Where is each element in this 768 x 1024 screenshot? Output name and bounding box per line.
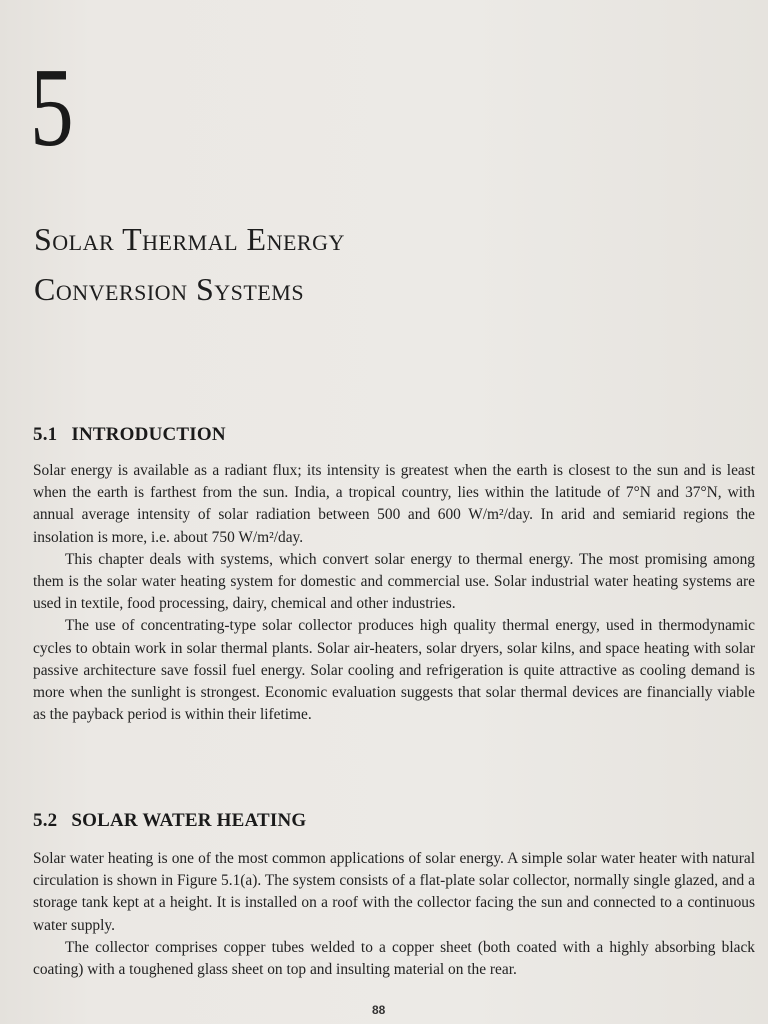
paragraph: This chapter deals with systems, which convert solar energy to thermal energy. The most promising among them is the solar water heating system for domestic and commercial use. Solar industrial water heating systems are used in textile, food processing, dairy, chemical and other industries. <box>33 550 755 613</box>
paragraph: Solar water heating is one of the most common applications of solar energy. A simple solar water heater with natural circulation is shown in Figure 5.1(a). The system consists of a flat-plate solar collector, normally single glazed, and a storage tank kept at a height. It is installed on a roof with the collector facing the sun and connected to a continuous water supply. <box>33 850 755 934</box>
section-heading-introduction <box>33 424 226 446</box>
chapter-number: 5 <box>30 46 74 170</box>
paragraph: Solar energy is available as a radiant flux; its intensity is greatest when the earth is closest to the sun and is least when the earth is farthest from the sun. India, a tropical country, lies within the latitude of 7°N and 37°N, with annual average intensity of solar radiation between 500 and 600 W/m²/day. In arid and semiarid regions the insolation is more, i.e. about 750 W/m²/day. <box>33 462 755 546</box>
chapter-title-line-2: Conversion Systems <box>34 271 305 307</box>
chapter-title-line-1: Solar Thermal Energy <box>34 221 345 257</box>
section-body-solar-water-heating <box>33 848 755 981</box>
paragraph: The use of concentrating-type solar collector produces high quality thermal energy, used in thermodynamic cycles to obtain work in solar thermal plants. Solar air-heaters, solar dryers, solar kilns, and space heating with solar passive architecture save fossil fuel energy. Solar cooling and refrigeration is quite attractive as cooling demand is more when the sunlight is strongest. Economic evaluation suggests that solar thermal devices are financially viable as the payback period is within their lifetime. <box>33 617 755 724</box>
chapter-title <box>34 214 634 314</box>
page-number: 88 <box>372 1003 386 1017</box>
section-title: INTRODUCTION <box>71 424 226 445</box>
section-heading-solar-water-heating <box>33 810 306 832</box>
section-title: SOLAR WATER HEATING <box>71 810 307 831</box>
section-number: 5.1 <box>33 424 58 445</box>
section-body-introduction <box>33 460 755 726</box>
paragraph: The collector comprises copper tubes welded to a copper sheet (both coated with a highly absorbing black coating) with a toughened glass sheet on top and insulting material on the rear. <box>33 938 755 979</box>
section-number: 5.2 <box>33 810 58 831</box>
